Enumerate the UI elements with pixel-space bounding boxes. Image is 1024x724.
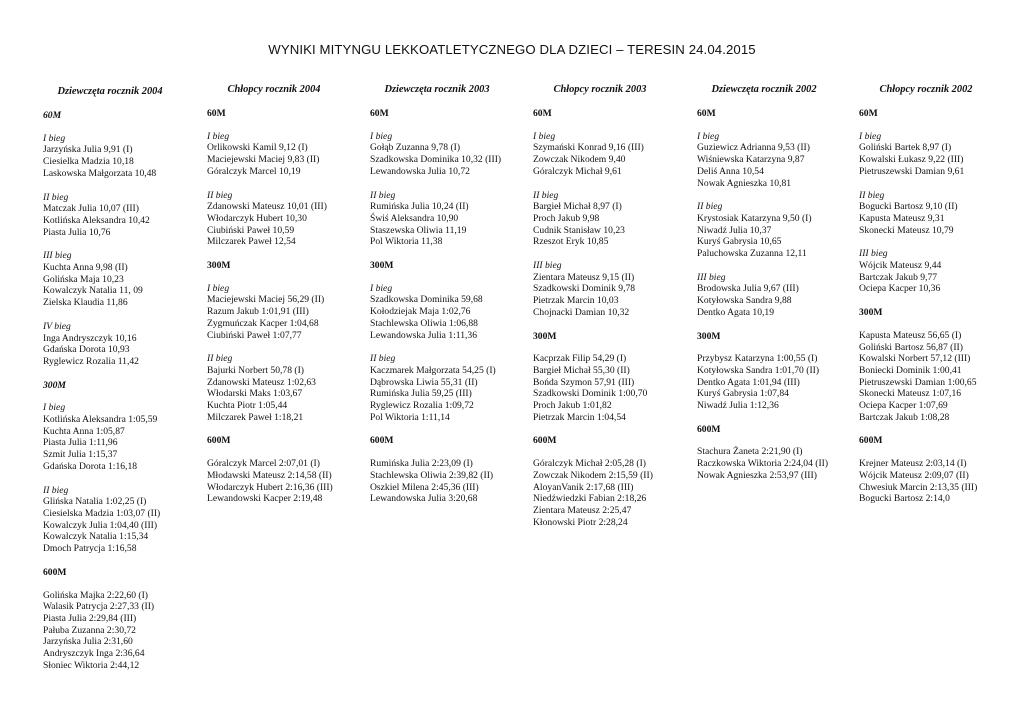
heat-label: I bieg (697, 130, 720, 142)
result-entry: Zowczak Nikodem 9,40 (533, 154, 626, 166)
heat-group (859, 458, 1019, 505)
event-name: 600M (43, 566, 67, 578)
event-name: 300M (43, 379, 66, 391)
result-entry: Proch Jakub 1:01,82 (533, 400, 612, 412)
column-header: Dziewczęta rocznik 2002 (711, 84, 817, 95)
result-entry: Szadkowski Dominik 9,78 (533, 283, 636, 295)
result-entry: Ciubiński Paweł 1:07,77 (207, 329, 302, 341)
result-entry: Stachlewska Oliwia 1:06,88 (370, 317, 478, 329)
heat-label: I bieg (207, 282, 230, 294)
result-entry: Gdańska Dorota 10,93 (43, 344, 130, 356)
heat-label: III bieg (533, 260, 562, 272)
heat-group (533, 190, 693, 249)
result-entry: Krystosiak Katarzyna 9,50 (I) (697, 212, 812, 224)
result-entry: Kotyłowska Sandra 9,88 (697, 295, 792, 307)
result-entry: Walasik Patrycja 2:27,33 (II) (43, 601, 155, 613)
heat-group (533, 353, 693, 423)
result-entry: Zientara Mateusz 9,15 (II) (533, 271, 635, 283)
heat-group (207, 458, 367, 505)
heat-group (43, 250, 203, 309)
result-entry: Skonecki Mateusz 1:07,16 (859, 388, 962, 400)
result-entry: Kowalski Łukasz 9,22 (III) (859, 154, 964, 166)
heat-label: I bieg (43, 132, 66, 144)
result-entry: Stachura Żaneta 2:21,90 (I) (697, 446, 803, 458)
result-entry: Milczarek Paweł 1:18,21 (207, 411, 304, 423)
result-entry: Stachlewska Oliwia 2:39,82 (II) (370, 469, 494, 481)
result-entry: Deliś Anna 10,54 (697, 165, 764, 177)
event-name: 600M (370, 435, 394, 447)
result-entry: Maciejewski Maciej 56,29 (II) (207, 294, 325, 306)
result-entry: Zygmuńczak Kacper 1:04,68 (207, 317, 319, 329)
heat-group (859, 190, 1019, 237)
result-entry: Kapusta Mateusz 9,31 (859, 212, 945, 224)
result-entry: Niwadź Julia 10,37 (697, 224, 772, 236)
heat-label: I bieg (859, 130, 882, 142)
result-entry: Rumińska Julia 10,24 (II) (370, 201, 469, 213)
result-entry: Nowak Agnieszka 2:53,97 (III) (697, 469, 817, 481)
heat-label: I bieg (370, 282, 393, 294)
result-entry: Bońda Szymon 57,91 (III) (533, 376, 635, 388)
result-entry: Rumińska Julia 59,25 (III) (370, 388, 472, 400)
heat-label: II bieg (207, 189, 233, 201)
result-entry: Zielska Klaudia 11,86 (43, 297, 128, 309)
result-entry: Kołodziejak Maja 1:02,76 (370, 306, 471, 318)
heat-group (370, 283, 530, 342)
result-entry: Kaczmarek Małgorzata 54,25 (I) (370, 364, 496, 376)
result-entry: Proch Jakub 9,98 (533, 212, 600, 224)
result-entry: Piasta Julia 2:29,84 (III) (43, 612, 137, 624)
event-name: 300M (859, 307, 883, 319)
column-boys-2002 (859, 84, 1019, 517)
heat-group (859, 248, 1019, 295)
result-entry: Jarzyńska Julia 9,91 (I) (43, 144, 133, 156)
result-entry: Lewandowska Julia 1:11,36 (370, 329, 478, 341)
event-name: 600M (533, 435, 557, 447)
result-entry: Kuchta Piotr 1:05,44 (207, 400, 288, 412)
result-entry: Dentko Agata 10,19 (697, 306, 775, 318)
result-entry: Ciesielka Madzia 10,18 (43, 156, 134, 168)
heat-group (43, 321, 203, 368)
result-entry: Słoniec Wiktoria 2:44,12 (43, 659, 140, 671)
event-name: 60M (43, 110, 62, 121)
result-entry: Rzeszot Eryk 10,85 (533, 236, 609, 248)
heat-group (207, 131, 367, 178)
result-entry: Bajurki Norbert 50,78 (I) (207, 364, 304, 376)
result-entry: Nowak Agnieszka 10,81 (697, 177, 792, 189)
result-entry: Paluchowska Zuzanna 12,11 (697, 248, 807, 260)
result-entry: Kapusta Mateusz 56,65 (I) (859, 329, 962, 341)
result-entry: Bogucki Bartosz 2:14,0 (859, 493, 950, 505)
result-entry: Dentko Agata 1:01,94 (III) (697, 376, 800, 388)
result-entry: Dąbrowska Liwia 55,31 (II) (370, 376, 478, 388)
heat-label: III bieg (859, 248, 888, 260)
result-entry: Krejner Mateusz 2:03,14 (I) (859, 458, 967, 470)
result-entry: Ciesielska Madzia 1:03,07 (II) (43, 507, 161, 519)
result-entry: Góralczyk Marcel 2:07,01 (I) (207, 458, 320, 470)
heat-label: II bieg (859, 189, 885, 201)
result-entry: Ryglewicz Rozalia 1:09,72 (370, 400, 474, 412)
event-name: 60M (207, 108, 226, 119)
result-entry: Zdanowski Mateusz 1:02,63 (207, 376, 316, 388)
result-entry: Świś Aleksandra 10,90 (370, 212, 459, 224)
result-entry: Niedźwiedzki Fabian 2:18,26 (533, 493, 647, 505)
result-entry: Kowalczyk Natalia 11, 09 (43, 285, 143, 297)
result-entry: Goliński Bartek 8,97 (I) (859, 142, 952, 154)
result-entry: Szadkowska Dominika 10,32 (III) (370, 154, 502, 166)
heat-label: II bieg (43, 484, 69, 496)
result-entry: Kowalczyk Natalia 1:15,34 (43, 531, 149, 543)
result-entry: Lewandowski Kacper 2:19,48 (207, 493, 323, 505)
result-entry: Bogucki Bartosz 9,10 (II) (859, 201, 958, 213)
result-entry: Góralczyk Michał 9,61 (533, 165, 622, 177)
result-entry: Pol Wiktoria 11,38 (370, 236, 443, 248)
result-entry: Włodarczyk Hubert 10,30 (207, 212, 307, 224)
heat-group (533, 131, 693, 178)
result-entry: Bartczak Jakub 1:08,28 (859, 411, 950, 423)
column-girls-2003 (370, 84, 530, 517)
result-entry: Młodawski Mateusz 2:14,58 (II) (207, 469, 332, 481)
column-header: Dziewczęta rocznik 2003 (384, 84, 490, 95)
result-entry: Piasta Julia 1:11,96 (43, 437, 118, 449)
heat-group (697, 353, 857, 412)
event-name: 300M (207, 260, 231, 272)
heat-label: II bieg (697, 201, 723, 213)
result-entry: Zowczak Nikodem 2:15,59 (II) (533, 469, 653, 481)
event-name: 60M (859, 108, 878, 119)
result-entry: Guziewicz Adrianna 9,53 (II) (697, 142, 810, 154)
heat-group (43, 590, 203, 672)
result-entry: Cudnik Stanisław 10,23 (533, 224, 625, 236)
heat-label: II bieg (370, 353, 396, 365)
result-entry: Kuchta Anna 1:05,87 (43, 425, 125, 437)
heat-group (697, 272, 857, 319)
result-entry: Pietruszewski Damian 9,61 (859, 165, 965, 177)
result-entry: Glińska Natalia 1:02,25 (I) (43, 496, 147, 508)
result-entry: Gdańska Dorota 1:16,18 (43, 460, 138, 472)
result-entry: Orlikowski Kamil 9,12 (I) (207, 142, 308, 154)
event-name: 300M (370, 260, 394, 272)
result-entry: Wiśniewska Katarzyna 9,87 (697, 154, 805, 166)
result-entry: Włodarski Maks 1:03,67 (207, 388, 303, 400)
result-entry: Pol Wiktoria 1:11,14 (370, 411, 450, 423)
result-entry: Szadkowska Dominika 59,68 (370, 294, 483, 306)
result-entry: Kuryś Gabrysia 1:07,84 (697, 388, 789, 400)
heat-group (43, 402, 203, 472)
result-entry: Laskowska Małgorzata 10,48 (43, 167, 157, 179)
result-entry: Staszewska Oliwia 11,19 (370, 224, 467, 236)
event-name: 600M (697, 423, 721, 435)
heat-label: IV bieg (43, 320, 71, 332)
heat-group (697, 446, 857, 481)
result-entry: Chwesiuk Marcin 2:13,35 (III) (859, 481, 978, 493)
heat-label: II bieg (370, 189, 396, 201)
result-entry: Piasta Julia 10,76 (43, 226, 111, 238)
result-entry: Góralczyk Michał 2:05,28 (I) (533, 458, 646, 470)
heat-group (207, 353, 367, 423)
result-entry: Bargieł Michał 55,30 (II) (533, 364, 630, 376)
result-entry: Szymański Konrad 9,16 (III) (533, 142, 644, 154)
event-name: 600M (207, 435, 231, 447)
column-header: Chłopcy rocznik 2002 (879, 84, 973, 95)
result-entry: Kłonowski Piotr 2:28,24 (533, 516, 628, 528)
result-entry: Kuchta Anna 9,98 (II) (43, 262, 128, 274)
result-entry: Ryglewicz Rozalia 11,42 (43, 355, 139, 367)
heat-group (207, 283, 367, 342)
column-girls-2004 (43, 84, 203, 683)
result-entry: Gołąb Zuzanna 9,78 (I) (370, 142, 461, 154)
heat-label: II bieg (207, 353, 233, 365)
result-entry: Kowalczyk Julia 1:04,40 (III) (43, 519, 158, 531)
result-entry: Zdanowski Mateusz 10,01 (III) (207, 201, 327, 213)
result-entry: Raczkowska Wiktoria 2:24,04 (II) (697, 458, 829, 470)
result-entry: Bartczak Jakub 9,77 (859, 271, 938, 283)
heat-label: II bieg (43, 191, 69, 203)
column-header: Chłopcy rocznik 2003 (553, 84, 647, 95)
result-entry: Wójcik Mateusz 9,44 (859, 260, 942, 272)
heat-group (370, 353, 530, 423)
event-name: 600M (859, 435, 883, 447)
column-boys-2004 (207, 84, 367, 517)
heat-group (43, 133, 203, 180)
result-entry: Kotlińska Aleksandra 10,42 (43, 214, 150, 226)
result-entry: Szmit Julia 1:15,37 (43, 449, 118, 461)
result-entry: Lewandowska Julia 10,72 (370, 165, 470, 177)
heat-group (43, 485, 203, 555)
result-entry: Kotlińska Aleksandra 1:05,59 (43, 414, 158, 426)
result-entry: Kacprzak Filip 54,29 (I) (533, 353, 627, 365)
heat-label: I bieg (43, 402, 66, 414)
result-entry: Boniecki Dominik 1:00,41 (859, 364, 962, 376)
event-name: 60M (533, 108, 552, 119)
column-girls-2002 (697, 84, 857, 494)
heat-label: I bieg (370, 130, 393, 142)
result-entry: Przybysz Katarzyna 1:00,55 (I) (697, 353, 818, 365)
heat-group (533, 458, 693, 528)
result-entry: Lewandowska Julia 3:20,68 (370, 493, 478, 505)
column-boys-2003 (533, 84, 693, 540)
heat-label: I bieg (533, 130, 556, 142)
result-entry: Jarzyńska Julia 2:31,60 (43, 636, 133, 648)
heat-label: III bieg (43, 250, 72, 262)
event-name: 60M (697, 108, 716, 119)
result-entry: Maciejewski Maciej 9,83 (II) (207, 154, 320, 166)
result-entry: Zientara Mateusz 2:25,47 (533, 504, 632, 516)
result-entry: Niwadź Julia 1:12,36 (697, 400, 779, 412)
result-entry: Oszkiel Milena 2:45,36 (III) (370, 481, 479, 493)
page-title: WYNIKI MITYNGU LEKKOATLETYCZNEGO DLA DZIECI – TERESIN 24.04.2015 (268, 42, 756, 57)
heat-label: I bieg (207, 130, 230, 142)
result-entry: Matczak Julia 10,07 (III) (43, 203, 139, 215)
column-header: Dziewczęta rocznik 2004 (57, 86, 163, 97)
result-entry: Golińska Maja 10,23 (43, 273, 124, 285)
heat-group (697, 131, 857, 190)
result-entry: Goliński Bartosz 56,87 (II) (859, 341, 963, 353)
result-entry: Inga Andryszczyk 10,16 (43, 332, 137, 344)
result-entry: Pałuba Zuzanna 2:30,72 (43, 624, 136, 636)
heat-group (697, 201, 857, 260)
heat-group (207, 190, 367, 249)
result-entry: Ociepa Kacper 10,36 (859, 283, 941, 295)
result-entry: Kotyłowska Sandra 1:01,70 (II) (697, 364, 820, 376)
heat-label: III bieg (697, 271, 726, 283)
result-entry: Razum Jakub 1:01,91 (III) (207, 306, 309, 318)
result-entry: Wójcik Mateusz 2:09,07 (II) (859, 469, 969, 481)
heat-group (859, 131, 1019, 178)
heat-group (43, 192, 203, 239)
result-entry: Bargieł Michał 8,97 (I) (533, 201, 622, 213)
result-entry: AloyanVanik 2:17,68 (III) (533, 481, 634, 493)
result-entry: Włodarczyk Hubert 2:16,36 (III) (207, 481, 333, 493)
event-name: 300M (697, 330, 721, 342)
result-entry: Milczarek Paweł 12,54 (207, 236, 296, 248)
event-name: 300M (533, 330, 557, 342)
result-entry: Brodowska Julia 9,67 (III) (697, 283, 799, 295)
result-entry: Chojnacki Damian 10,32 (533, 306, 630, 318)
result-entry: Ciubiński Paweł 10,59 (207, 224, 295, 236)
event-name: 60M (370, 108, 389, 119)
result-entry: Golińska Majka 2:22,60 (I) (43, 589, 148, 601)
result-entry: Skonecki Mateusz 10,79 (859, 224, 954, 236)
result-entry: Ociepa Kacper 1:07,69 (859, 400, 948, 412)
result-entry: Andryszczyk Inga 2:36,64 (43, 648, 145, 660)
heat-group (370, 458, 530, 505)
result-entry: Pietrzak Marcin 1:04,54 (533, 411, 626, 423)
result-entry: Góralczyk Marcel 10,19 (207, 165, 301, 177)
column-header: Chłopcy rocznik 2004 (227, 84, 321, 95)
result-entry: Szadkowski Dominik 1:00,70 (533, 388, 648, 400)
heat-label: II bieg (533, 189, 559, 201)
result-entry: Dmoch Patrycja 1:16,58 (43, 543, 137, 555)
result-entry: Rumińska Julia 2:23,09 (I) (370, 458, 473, 470)
heat-group (370, 131, 530, 178)
heat-group (370, 190, 530, 249)
result-entry: Kowalski Norbert 57,12 (III) (859, 353, 971, 365)
result-entry: Pietrzak Marcin 10,03 (533, 295, 619, 307)
heat-group (533, 260, 693, 319)
result-entry: Pietruszewski Damian 1:00,65 (859, 376, 977, 388)
result-entry: Kuryś Gabrysia 10,65 (697, 236, 782, 248)
heat-group (859, 330, 1019, 424)
